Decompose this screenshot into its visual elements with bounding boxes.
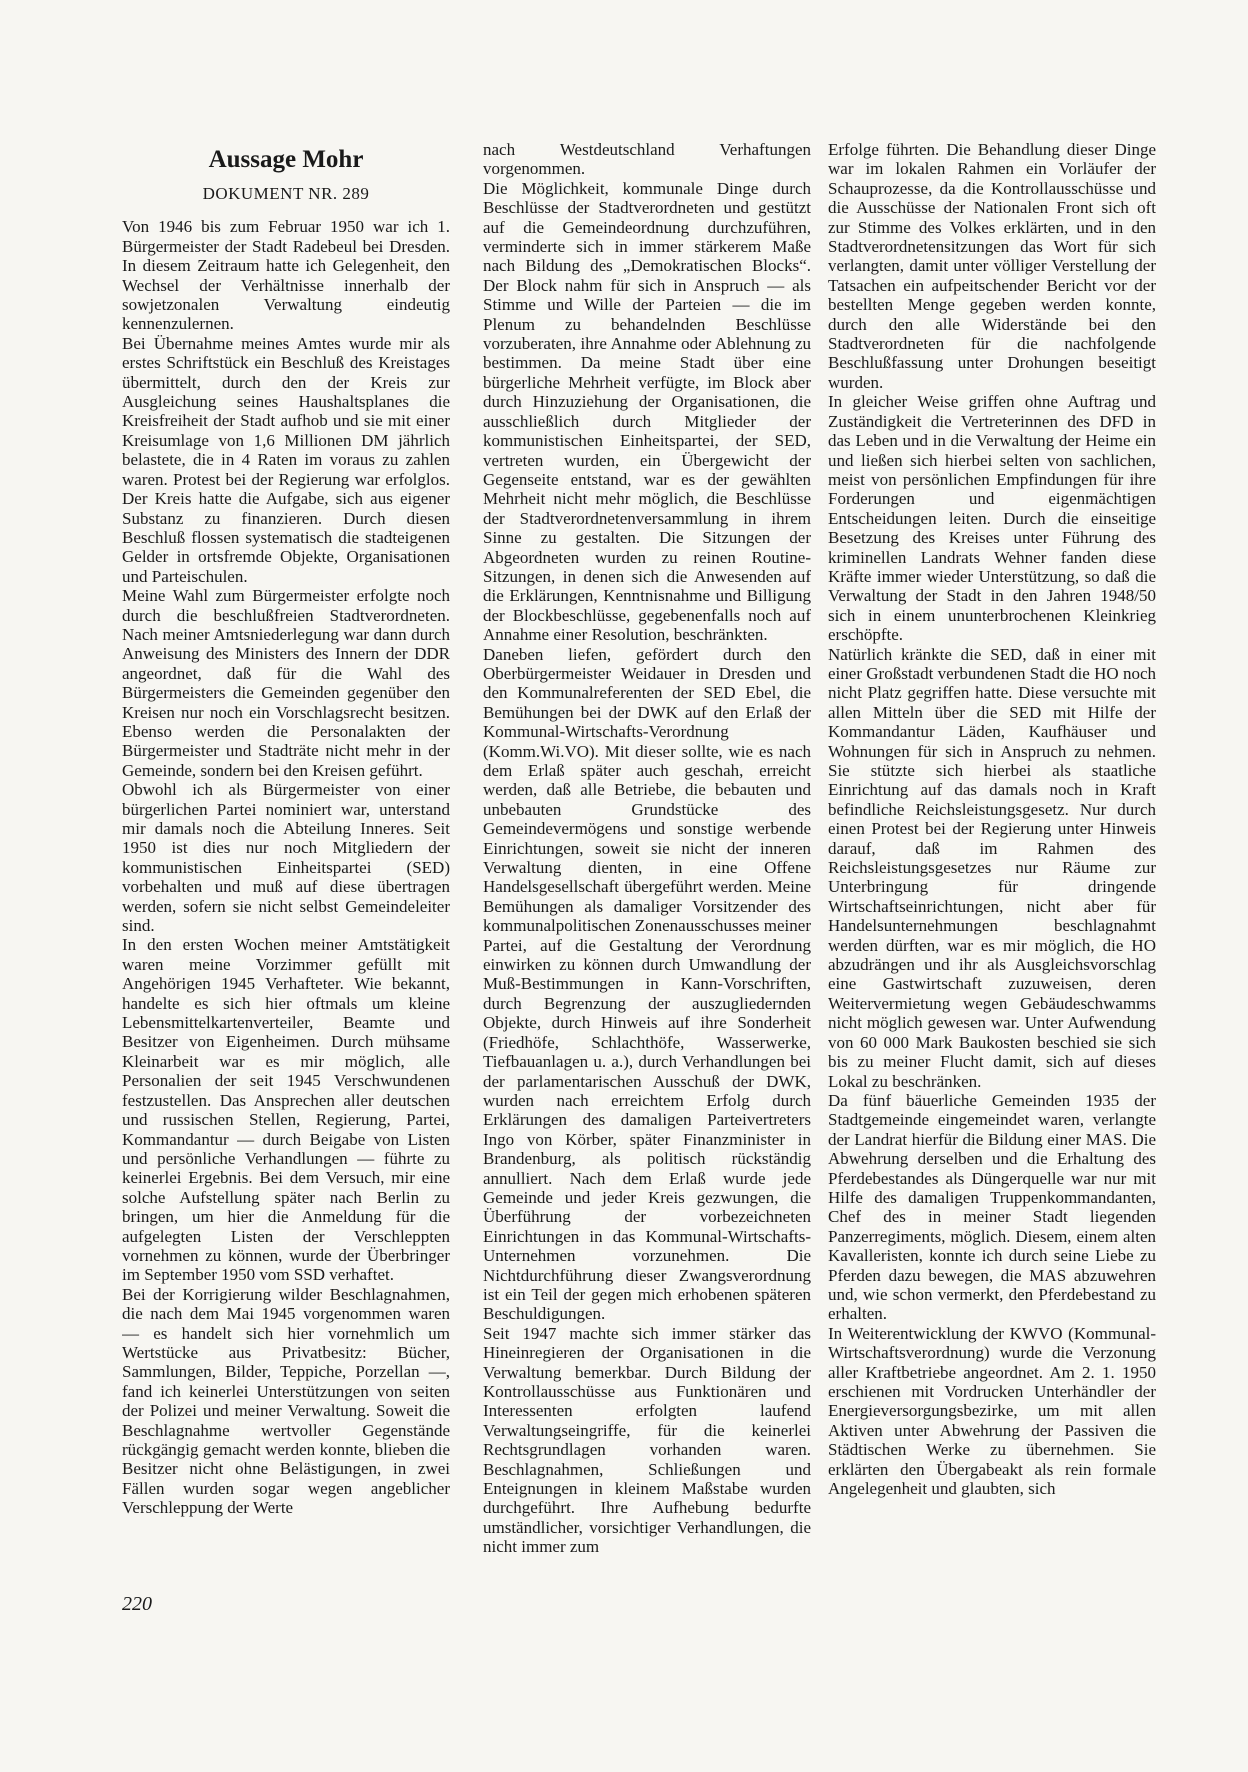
document-number: DOKUMENT NR. 289	[202, 184, 370, 203]
document-title: Aussage Mohr	[208, 146, 364, 173]
paragraph: Seit 1947 machte sich immer stärker das Hineinregieren der Organisationen in die Verwaltung bemerkbar. Durch Bildung der Kontrollausschüsse aus Funktionären und Interessenten erfolgten laufend Verwaltungseingriffe, für die keinerlei Rechtsgrundlagen vorhanden waren. Beschlagnahmen, Schließungen und Enteignungen in kleinem Maßstabe wurden durchgeführt. Ihre Aufhebung bedurfte umständlicher, vorsichtiger Verhandlungen, die nicht immer zum	[483, 1323, 811, 1557]
paragraph: In gleicher Weise griffen ohne Auftrag und Zuständigkeit die Vertreterinnen des DFD in das Leben und in die Verwaltung der Heime ein und ließen sich hierbei selten von sachlichen, meist von persönlichen Empfindungen für ihre Forderungen und eigenmächtigen Entscheidungen leiten. Durch die einseitige Besetzung des Kreises unter Führung des kriminellen Landrats Wehner fanden diese Kräfte immer wieder Unterstützung, so daß die Verwaltung der Stadt in den Jahren 1948/50 sich in einem ununterbrochenen Kleinkrieg erschöpfte.	[828, 392, 1156, 645]
paragraph: In den ersten Wochen meiner Amtstätigkeit waren meine Vorzimmer gefüllt mit Angehörigen 1945 Verhafteter. Wie bekannt, handelte es sich hier oftmals um kleine Lebensmittelkartenverteiler, Beamte und Besitzer von Eigenheimen. Durch mühsame Kleinarbeit war es mir möglich, alle Personalien der seit 1945 Verschwundenen festzustellen. Das Ansprechen aller deutschen und russischen Stellen, Regierung, Partei, Kommandantur — durch Beigabe von Listen und persönliche Verhandlungen — führte zu keinerlei Ergebnis. Bei dem Versuch, mir eine solche Aufstellung später nach Berlin zu bringen, um hier die Anmeldung für die aufgelegten Listen der Verschleppten vornehmen zu können, wurde der Überbringer im September 1950 vom SSD verhaftet.	[122, 935, 450, 1285]
paragraph: Natürlich kränkte die SED, daß in einer mit einer Großstadt verbundenen Stadt die HO noch nicht Platz gegriffen hatte. Diese versuchte mit allen Mitteln über die SED mit Hilfe der Kommandantur Läden, Kaufhäuser und Wohnungen für sich in Anspruch zu nehmen. Sie stützte sich hierbei als staatliche Einrichtung auf das damals noch in Kraft befindliche Reichsleistungsgesetz. Nur durch einen Protest bei der Regierung unter Hinweis darauf, daß im Rahmen des Reichsleistungsgesetzes nur Räume zur Unterbringung für dringende Wirtschaftseinrichtungen, nicht aber für Handelsunternehmungen beschlagnahmt werden dürften, war es mir möglich, die HO abzudrängen und ihr als Ausgleichsvorschlag eine Gastwirtschaft zuzuweisen, deren Weitervermietung wegen Gebäudeschwamms nicht möglich gewesen war. Unter Aufwendung von 60 000 Mark Baukosten beschied sie sich bis zu meiner Flucht damit, sich auf dieses Lokal zu beschränken.	[828, 644, 1156, 1091]
column-1	[122, 140, 450, 1580]
column-2	[483, 140, 811, 1580]
paragraph: Da fünf bäuerliche Gemeinden 1935 der Stadtgemeinde eingemeindet waren, verlangte der Landrat hierfür die Bildung einer MAS. Die Abwehrung derselben und die Erhaltung des Pferdebestandes als Düngerquelle war nur mit Hilfe des damaligen Truppenkommandanten, Chef des in meiner Stadt liegenden Panzerregiments, möglich. Diesem, einem alten Kavalleristen, konnte ich durch seine Liebe zu Pferden dazu bewegen, die MAS abzuwehren und, wie schon vermerkt, den Pferdebestand zu erhalten.	[828, 1090, 1156, 1324]
paragraph: Obwohl ich als Bürgermeister von einer bürgerlichen Partei nominiert war, unterstand mir damals noch die Abteilung Inneres. Seit 1950 ist dies nur noch Mitgliedern der kommunistischen Einheitspartei (SED) vorbehalten und muß auf diese übertragen werden, sofern sie nicht selbst Gemeindeleiter sind.	[122, 780, 450, 936]
paragraph: Bei der Korrigierung wilder Beschlagnahmen, die nach dem Mai 1945 vorgenommen waren — es handelt sich hier vornehmlich um Wertstücke aus Privatbesitz: Bücher, Sammlungen, Bilder, Teppiche, Porzellan —, fand ich keinerlei Unterstützungen von seiten der Polizei und meiner Verwaltung. Soweit die Beschlagnahme wertvoller Gegenstände rückgängig gemacht werden konnte, blieben die Besitzer nicht ohne Belästigungen, in zwei Fällen wurden sogar wegen angeblicher Verschleppung der Werte	[122, 1284, 450, 1518]
paragraph: Die Möglichkeit, kommunale Dinge durch Beschlüsse der Stadtverordneten und gestützt auf die Gemeindeordnung durchzuführen, verminderte sich in immer stärkerem Maße nach Bildung des „Demokratischen Blocks“. Der Block nahm für sich in Anspruch — als Stimme und Wille der Parteien — die im Plenum zu behandelnden Beschlüsse vorzuberaten, ihre Annahme oder Ablehnung zu bestimmen. Da meine Stadt über eine bürgerliche Mehrheit verfügte, im Block aber durch Hinzuziehung der Organisationen, die ausschließlich durch Mitglieder der kommunistischen Einheitspartei, der SED, vertreten wurden, ein Übergewicht der Gegenseite entstand, war es der gewählten Mehrheit nicht mehr möglich, die Beschlüsse der Stadtverordnetenversammlung in ihrem Sinne zu gestalten. Die Sitzungen der Abgeordneten wurden zu reinen Routine-Sitzungen, in denen sich die Anwesenden auf die Erklärungen, Kenntnisnahme und Billigung der Blockbeschlüsse, gegebenenfalls noch auf Annahme einer Resolution, beschränkten.	[483, 178, 811, 645]
paragraph: Von 1946 bis zum Februar 1950 war ich 1. Bürgermeister der Stadt Radebeul bei Dresden. In diesem Zeitraum hatte ich Gelegenheit, den Wechsel der Verhältnisse innerhalb der sowjetzonalen Verwaltung eindeutig kennenzulernen.	[122, 217, 450, 334]
paragraph: Daneben liefen, gefördert durch den Oberbürgermeister Weidauer in Dresden und den Kommunalreferenten der SED Ebel, die Bemühungen bei der DWK auf den Erlaß der Kommunal-Wirtschafts-Verordnung (Komm.Wi.VO). Mit dieser sollte, wie es nach dem Erlaß später auch geschah, erreicht werden, daß alle Betriebe, die bebauten und unbebauten Grundstücke des Gemeindevermögens und sonstige werbende Einrichtungen, soweit sie nicht der inneren Verwaltung dienten, in eine Offene Handelsgesellschaft übergeführt werden. Meine Bemühungen als damaliger Vorsitzender des kommunalpolitischen Zonenausschusses meiner Partei, auf die Gestaltung der Verordnung einwirken zu können durch Umwandlung der Muß-Bestimmungen in Kann-Vorschriften, durch Begrenzung der auszugliedernden Objekte, durch Hinweis auf ihre Sonderheit (Friedhöfe, Schlachthöfe, Wasserwerke, Tiefbauanlagen u. a.), durch Verhandlungen bei der parlamentarischen Ausschuß der DWK, wurden nach erreichtem Erfolg durch Erklärungen des damaligen Parteivertreters Ingo von Körber, später Finanzminister in Brandenburg, als politisch rückständig annulliert. Nach dem Erlaß wurde jede Gemeinde und jeder Kreis gezwungen, die Überführung der vorbezeichneten Einrichtungen in das Kommunal-Wirtschafts-Unternehmen vorzunehmen. Die Nichtdurchführung dieser Zwangsverordnung ist ein Teil der gegen mich erhobenen späteren Beschuldigungen.	[483, 644, 811, 1324]
column-3	[828, 140, 1156, 1580]
paragraph: nach Westdeutschland Verhaftungen vorgenommen.	[483, 140, 811, 179]
paragraph: Bei Übernahme meines Amtes wurde mir als erstes Schriftstück ein Beschluß des Kreistages übermittelt, durch den der Kreis zur Ausgleichung seines Haushaltsplanes die Kreisfreiheit der Stadt aufhob und sie mit einer Kreisumlage von 1,6 Millionen DM jährlich belastete, die in 4 Raten im voraus zu zahlen waren. Protest bei der Regierung war erfolglos. Der Kreis hatte die Aufgabe, sich aus eigener Substanz zu finanzieren. Durch diesen Beschluß flossen systematisch die stadteigenen Gelder in ortsfremde Objekte, Organisationen und Parteischulen.	[122, 333, 450, 586]
paragraph: In Weiterentwicklung der KWVO (Kommunal-Wirtschaftsverordnung) wurde die Verzonung aller Kraftbetriebe angeordnet. Am 2. 1. 1950 erschienen mit Vordrucken Unterhändler der Energieversorgungsbezirke, um mit allen Aktiven unter Abwehrung der Passiven die Städtischen Werke zu übernehmen. Sie erklärten den Übergabeakt als rein formale Angelegenheit und glaubten, sich	[828, 1323, 1156, 1499]
page-number: 220	[122, 1593, 152, 1615]
paragraph: Meine Wahl zum Bürgermeister erfolgte noch durch die beschlußfreien Stadtverordneten. Nach meiner Amtsniederlegung war dann durch Anweisung des Ministers des Innern der DDR angeordnet, daß für die Wahl des Bürgermeisters die Gemeinden gegenüber den Kreisen nur noch ein Vorschlagsrecht besitzen. Ebenso werden die Personalakten der Bürgermeister und Stadträte nicht mehr in der Gemeinde, sondern bei den Kreisen geführt.	[122, 586, 450, 780]
paragraph: Erfolge führten. Die Behandlung dieser Dinge war im lokalen Rahmen ein Vorläufer der Schauprozesse, da die Kontrollausschüsse und die Ausschüsse der Nationalen Front sich oft zur Stimme des Volkes erklärten, und in den Stadtverordnetensitzungen das Wort für sich verlangten, damit unter völliger Verstellung der Tatsachen ein aufpeitschender Bericht vor der bestellten Menge gegeben werden konnte, durch den alle Widerstände bei den Stadtverordneten für die nachfolgende Beschlußfassung unter Drohungen beseitigt wurden.	[828, 140, 1156, 392]
